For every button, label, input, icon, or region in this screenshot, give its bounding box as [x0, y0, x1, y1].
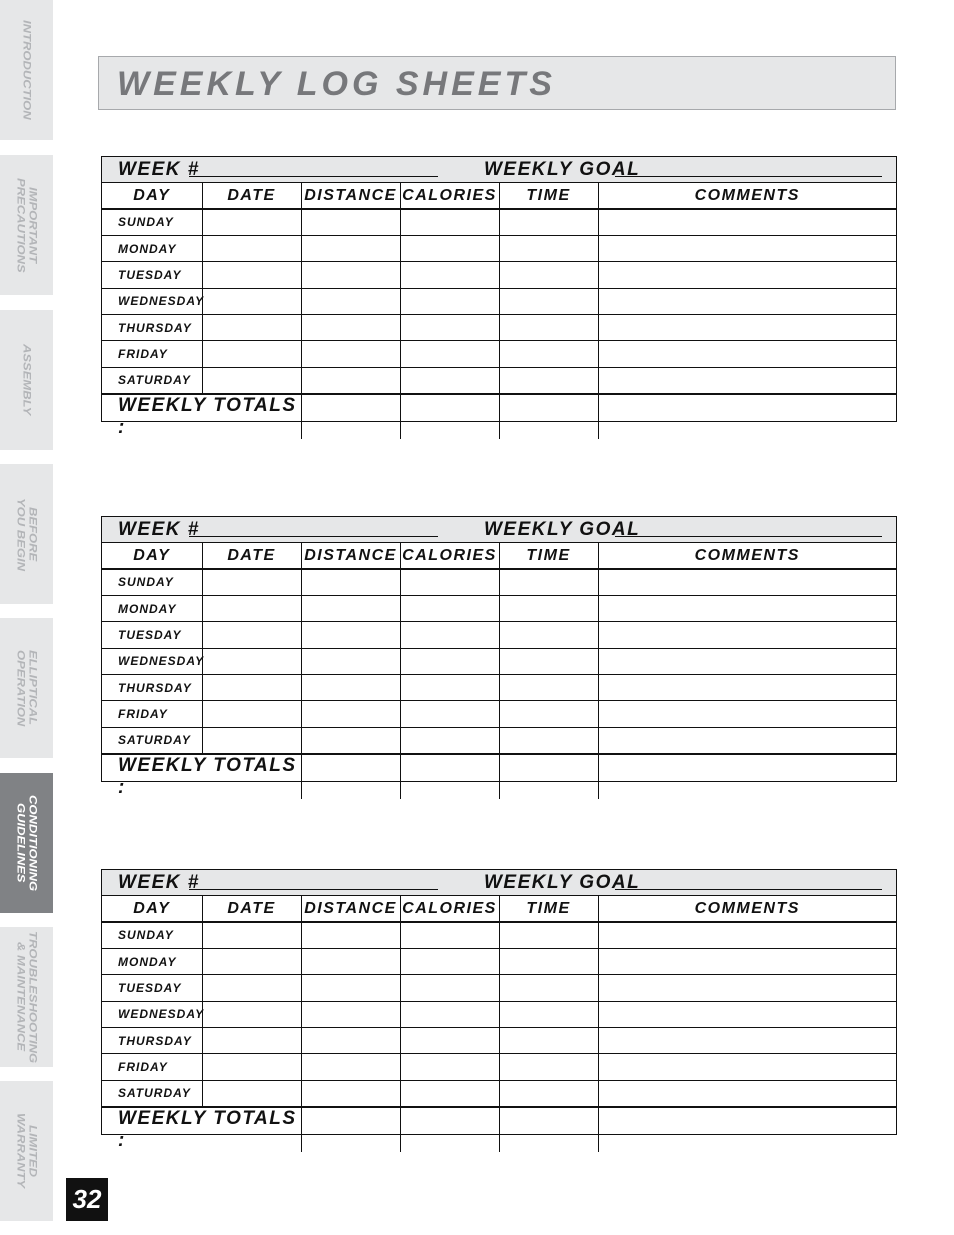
total-distance-cell[interactable] [301, 754, 400, 799]
day-label: THURSDAY [102, 315, 202, 341]
distance-cell[interactable] [301, 235, 400, 261]
comments-cell[interactable] [598, 1028, 896, 1054]
column-header-calories: CALORIES [400, 183, 499, 209]
date-cell[interactable] [202, 675, 301, 701]
date-cell[interactable] [202, 595, 301, 621]
comments-cell[interactable] [598, 262, 896, 288]
table-row [102, 341, 896, 367]
day-label: TUESDAY [102, 622, 202, 648]
time-cell[interactable] [499, 315, 598, 341]
time-cell[interactable] [499, 262, 598, 288]
time-cell[interactable] [499, 922, 598, 948]
day-label: FRIDAY [102, 341, 202, 367]
calories-cell[interactable] [400, 622, 499, 648]
weekly-goal-label: WEEKLY GOAL [484, 159, 641, 180]
total-calories-cell[interactable] [400, 1107, 499, 1152]
weekly-goal-label: WEEKLY GOAL [484, 872, 641, 893]
column-header-comments: COMMENTS [598, 896, 896, 922]
tab-label: IMPORTANT PRECAUTIONS [14, 177, 40, 273]
date-cell[interactable] [202, 315, 301, 341]
distance-cell[interactable] [301, 1001, 400, 1027]
log-grid [102, 896, 896, 1152]
weekly-goal-field[interactable] [615, 889, 882, 890]
table-row [102, 1001, 896, 1027]
day-label: MONDAY [102, 948, 202, 974]
distance-cell[interactable] [301, 569, 400, 595]
distance-cell[interactable] [301, 1028, 400, 1054]
calories-cell[interactable] [400, 975, 499, 1001]
table-row [102, 648, 896, 674]
table-row [102, 1028, 896, 1054]
calories-cell[interactable] [400, 948, 499, 974]
comments-cell[interactable] [598, 1080, 896, 1106]
column-header-date: DATE [202, 543, 301, 569]
comments-cell[interactable] [598, 622, 896, 648]
calories-cell[interactable] [400, 1028, 499, 1054]
calories-cell[interactable] [400, 262, 499, 288]
table-row [102, 262, 896, 288]
column-header-calories: CALORIES [400, 543, 499, 569]
tab-label: TROUBLESHOOTING & MAINTENANCE [14, 930, 40, 1064]
calories-cell[interactable] [400, 675, 499, 701]
time-cell[interactable] [499, 209, 598, 235]
total-comments-cell[interactable] [598, 754, 896, 799]
weekly-log-3 [101, 869, 897, 1151]
tab-label: CONDITIONING GUIDELINES [14, 794, 40, 892]
date-cell[interactable] [202, 288, 301, 314]
week-header [102, 157, 896, 183]
day-label: MONDAY [102, 235, 202, 261]
day-label: FRIDAY [102, 701, 202, 727]
table-row [102, 315, 896, 341]
comments-cell[interactable] [598, 569, 896, 595]
log-grid [102, 183, 896, 439]
day-label: SUNDAY [102, 209, 202, 235]
day-label: SATURDAY [102, 1080, 202, 1106]
distance-cell[interactable] [301, 675, 400, 701]
tab-limited-warranty[interactable] [0, 1081, 53, 1221]
distance-cell[interactable] [301, 595, 400, 621]
comments-cell[interactable] [598, 367, 896, 393]
table-row [102, 975, 896, 1001]
date-cell[interactable] [202, 341, 301, 367]
column-header-row [102, 896, 896, 922]
totals-row [102, 394, 896, 439]
week-header [102, 517, 896, 543]
calories-cell[interactable] [400, 235, 499, 261]
date-cell[interactable] [202, 948, 301, 974]
total-distance-cell[interactable] [301, 1107, 400, 1152]
tab-before-you-begin[interactable] [0, 464, 53, 604]
page-number: 32 [66, 1178, 108, 1221]
date-cell[interactable] [202, 262, 301, 288]
week-number-field[interactable] [189, 889, 438, 890]
table-row [102, 235, 896, 261]
tab-conditioning-guidelines[interactable] [0, 773, 53, 913]
calories-cell[interactable] [400, 922, 499, 948]
comments-cell[interactable] [598, 288, 896, 314]
column-header-calories: CALORIES [400, 896, 499, 922]
distance-cell[interactable] [301, 1080, 400, 1106]
date-cell[interactable] [202, 975, 301, 1001]
date-cell[interactable] [202, 701, 301, 727]
comments-cell[interactable] [598, 701, 896, 727]
distance-cell[interactable] [301, 209, 400, 235]
calories-cell[interactable] [400, 1054, 499, 1080]
distance-cell[interactable] [301, 701, 400, 727]
week-number-label: WEEK # [118, 872, 200, 893]
comments-cell[interactable] [598, 922, 896, 948]
time-cell[interactable] [499, 367, 598, 393]
calories-cell[interactable] [400, 648, 499, 674]
tab-important-precautions[interactable] [0, 155, 53, 295]
column-header-time: TIME [499, 183, 598, 209]
tab-elliptical-operation[interactable] [0, 618, 53, 758]
calories-cell[interactable] [400, 1001, 499, 1027]
date-cell[interactable] [202, 367, 301, 393]
date-cell[interactable] [202, 1054, 301, 1080]
time-cell[interactable] [499, 595, 598, 621]
day-label: TUESDAY [102, 262, 202, 288]
time-cell[interactable] [499, 648, 598, 674]
date-cell[interactable] [202, 622, 301, 648]
weekly-totals-label: WEEKLY TOTALS : [102, 754, 301, 799]
column-header-row [102, 183, 896, 209]
comments-cell[interactable] [598, 727, 896, 753]
log-grid [102, 543, 896, 799]
distance-cell[interactable] [301, 367, 400, 393]
week-number-label: WEEK # [118, 519, 200, 540]
week-header [102, 870, 896, 896]
table-row [102, 209, 896, 235]
column-header-distance: DISTANCE [301, 896, 400, 922]
calories-cell[interactable] [400, 701, 499, 727]
weekly-goal-label: WEEKLY GOAL [484, 519, 641, 540]
total-comments-cell[interactable] [598, 394, 896, 439]
comments-cell[interactable] [598, 209, 896, 235]
tab-label: ASSEMBLY [20, 344, 34, 416]
distance-cell[interactable] [301, 622, 400, 648]
calories-cell[interactable] [400, 1080, 499, 1106]
column-header-date: DATE [202, 183, 301, 209]
day-label: SUNDAY [102, 569, 202, 595]
table-row [102, 948, 896, 974]
time-cell[interactable] [499, 1001, 598, 1027]
calories-cell[interactable] [400, 727, 499, 753]
table-row [102, 622, 896, 648]
distance-cell[interactable] [301, 262, 400, 288]
day-label: MONDAY [102, 595, 202, 621]
day-label: THURSDAY [102, 1028, 202, 1054]
page-title: WEEKLY LOG SHEETS [117, 65, 556, 103]
total-time-cell[interactable] [499, 394, 598, 439]
day-label: FRIDAY [102, 1054, 202, 1080]
column-header-day: DAY [102, 543, 202, 569]
week-number-field[interactable] [189, 536, 438, 537]
comments-cell[interactable] [598, 648, 896, 674]
calories-cell[interactable] [400, 569, 499, 595]
table-row [102, 367, 896, 393]
date-cell[interactable] [202, 1028, 301, 1054]
calories-cell[interactable] [400, 341, 499, 367]
calories-cell[interactable] [400, 595, 499, 621]
time-cell[interactable] [499, 288, 598, 314]
date-cell[interactable] [202, 1080, 301, 1106]
table-row [102, 595, 896, 621]
day-label: SATURDAY [102, 367, 202, 393]
comments-cell[interactable] [598, 235, 896, 261]
total-calories-cell[interactable] [400, 394, 499, 439]
calories-cell[interactable] [400, 367, 499, 393]
time-cell[interactable] [499, 948, 598, 974]
time-cell[interactable] [499, 1028, 598, 1054]
distance-cell[interactable] [301, 948, 400, 974]
week-number-field[interactable] [189, 176, 438, 177]
distance-cell[interactable] [301, 975, 400, 1001]
comments-cell[interactable] [598, 1001, 896, 1027]
distance-cell[interactable] [301, 922, 400, 948]
comments-cell[interactable] [598, 1054, 896, 1080]
column-header-comments: COMMENTS [598, 543, 896, 569]
table-row [102, 1080, 896, 1106]
calories-cell[interactable] [400, 288, 499, 314]
tab-label: ELLIPTICAL OPERATION [14, 649, 40, 727]
time-cell[interactable] [499, 701, 598, 727]
total-comments-cell[interactable] [598, 1107, 896, 1152]
table-row [102, 569, 896, 595]
day-label: SUNDAY [102, 922, 202, 948]
day-label: THURSDAY [102, 675, 202, 701]
distance-cell[interactable] [301, 315, 400, 341]
calories-cell[interactable] [400, 315, 499, 341]
time-cell[interactable] [499, 1080, 598, 1106]
date-cell[interactable] [202, 209, 301, 235]
time-cell[interactable] [499, 975, 598, 1001]
date-cell[interactable] [202, 922, 301, 948]
date-cell[interactable] [202, 569, 301, 595]
title-banner [98, 56, 896, 110]
table-row [102, 1054, 896, 1080]
distance-cell[interactable] [301, 288, 400, 314]
week-number-label: WEEK # [118, 159, 200, 180]
total-time-cell[interactable] [499, 754, 598, 799]
tab-introduction[interactable] [0, 0, 53, 140]
time-cell[interactable] [499, 727, 598, 753]
distance-cell[interactable] [301, 1054, 400, 1080]
comments-cell[interactable] [598, 675, 896, 701]
table-row [102, 727, 896, 753]
column-header-time: TIME [499, 543, 598, 569]
section-tabs [0, 0, 53, 1235]
tab-troubleshooting-maintenance[interactable] [0, 927, 53, 1067]
weekly-goal-field[interactable] [615, 176, 882, 177]
distance-cell[interactable] [301, 727, 400, 753]
day-label: WEDNESDAY [102, 1001, 202, 1027]
day-label: SATURDAY [102, 727, 202, 753]
weekly-totals-label: WEEKLY TOTALS : [102, 1107, 301, 1152]
column-header-day: DAY [102, 183, 202, 209]
date-cell[interactable] [202, 235, 301, 261]
time-cell[interactable] [499, 235, 598, 261]
time-cell[interactable] [499, 1054, 598, 1080]
table-row [102, 675, 896, 701]
date-cell[interactable] [202, 727, 301, 753]
weekly-totals-label: WEEKLY TOTALS : [102, 394, 301, 439]
comments-cell[interactable] [598, 341, 896, 367]
time-cell[interactable] [499, 675, 598, 701]
weekly-goal-field[interactable] [615, 536, 882, 537]
distance-cell[interactable] [301, 648, 400, 674]
total-distance-cell[interactable] [301, 394, 400, 439]
tab-label: BEFORE YOU BEGIN [14, 497, 40, 571]
total-time-cell[interactable] [499, 1107, 598, 1152]
table-row [102, 922, 896, 948]
column-header-time: TIME [499, 896, 598, 922]
column-header-date: DATE [202, 896, 301, 922]
weekly-log-2 [101, 516, 897, 798]
comments-cell[interactable] [598, 315, 896, 341]
date-cell[interactable] [202, 648, 301, 674]
comments-cell[interactable] [598, 595, 896, 621]
date-cell[interactable] [202, 1001, 301, 1027]
tab-label: LIMITED WARRANTY [14, 1113, 40, 1189]
weekly-log-1 [101, 156, 897, 438]
column-header-day: DAY [102, 896, 202, 922]
day-label: WEDNESDAY [102, 648, 202, 674]
comments-cell[interactable] [598, 948, 896, 974]
totals-row [102, 1107, 896, 1152]
table-row [102, 701, 896, 727]
total-calories-cell[interactable] [400, 754, 499, 799]
day-label: TUESDAY [102, 975, 202, 1001]
column-header-distance: DISTANCE [301, 183, 400, 209]
day-label: WEDNESDAY [102, 288, 202, 314]
time-cell[interactable] [499, 341, 598, 367]
time-cell[interactable] [499, 622, 598, 648]
time-cell[interactable] [499, 569, 598, 595]
table-row [102, 288, 896, 314]
totals-row [102, 754, 896, 799]
column-header-row [102, 543, 896, 569]
tab-assembly[interactable] [0, 310, 53, 450]
tab-label: INTRODUCTION [20, 20, 34, 120]
comments-cell[interactable] [598, 975, 896, 1001]
calories-cell[interactable] [400, 209, 499, 235]
column-header-distance: DISTANCE [301, 543, 400, 569]
distance-cell[interactable] [301, 341, 400, 367]
column-header-comments: COMMENTS [598, 183, 896, 209]
